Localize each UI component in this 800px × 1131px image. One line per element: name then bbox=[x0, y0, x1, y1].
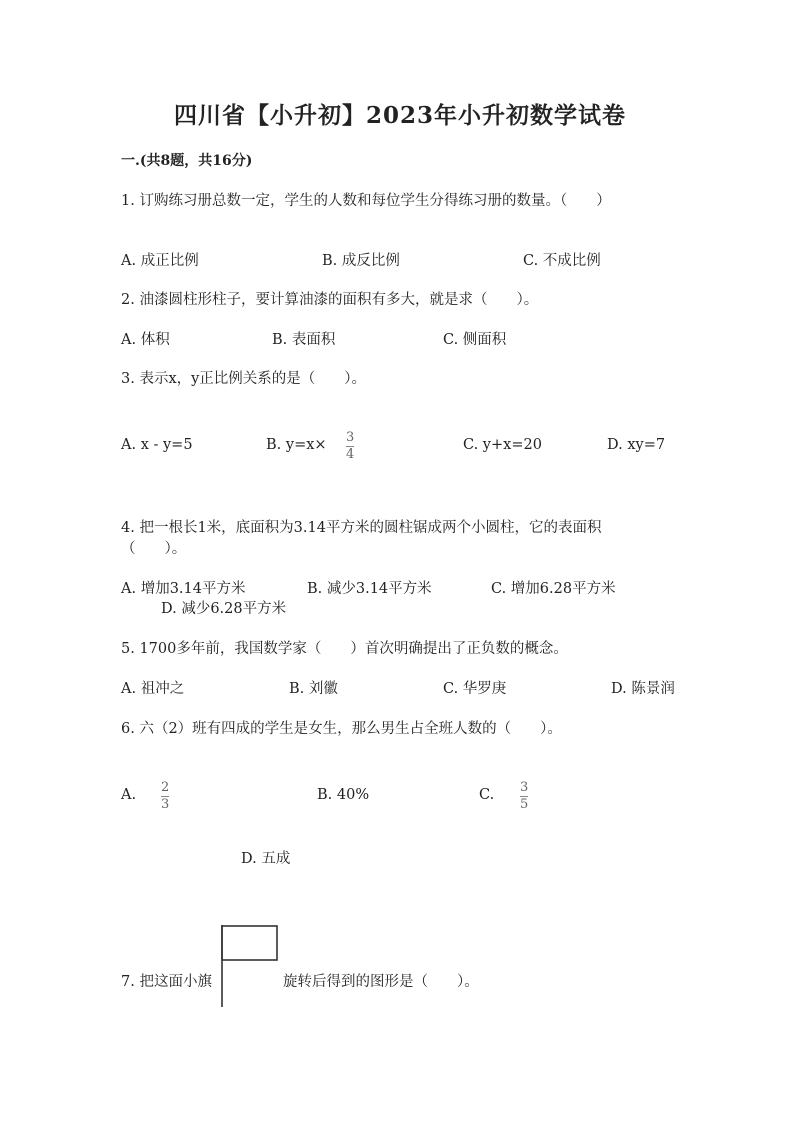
flag-figure bbox=[220, 925, 280, 1007]
question-5-option-a[interactable]: A. 祖冲之 bbox=[121, 681, 185, 697]
question-1-option-b[interactable]: B. 成反比例 bbox=[322, 253, 400, 269]
fraction-numerator: 3 bbox=[520, 780, 529, 795]
question-2-option-b[interactable]: B. 表面积 bbox=[272, 332, 336, 348]
question-2-option-a[interactable]: A. 体积 bbox=[121, 332, 170, 348]
question-4-option-a[interactable]: A. 增加3.14平方米 bbox=[121, 581, 246, 597]
question-7-stem-before: 7. 把这面小旗 bbox=[121, 974, 212, 990]
question-3-option-b-fraction bbox=[346, 431, 354, 462]
question-6-stem: 6. 六（2）班有四成的学生是女生，那么男生占全班人数的（ ）。 bbox=[121, 721, 562, 737]
question-5-option-b[interactable]: B. 刘徽 bbox=[289, 681, 338, 697]
question-6-option-c[interactable]: C. bbox=[479, 787, 495, 803]
question-7-stem-after: 旋转后得到的图形是（ ）。 bbox=[283, 974, 479, 990]
question-6-option-c-fraction bbox=[520, 781, 528, 812]
question-6-option-d[interactable]: D. 五成 bbox=[241, 851, 291, 867]
question-4-stem: 4. 把一根长1米，底面积为3.14平方米的圆柱锯成两个小圆柱，它的表面积 bbox=[121, 520, 602, 536]
question-3-stem: 3. 表示x，y正比例关系的是（ ）。 bbox=[121, 371, 367, 387]
question-5-option-c[interactable]: C. 华罗庚 bbox=[443, 681, 507, 697]
question-3-option-b[interactable]: B. y=x× bbox=[266, 437, 327, 453]
section-heading: 一.(共8题，共16分) bbox=[121, 153, 253, 169]
question-1-stem: 1. 订购练习册总数一定，学生的人数和每位学生分得练习册的数量。（ ） bbox=[121, 193, 611, 209]
page-title: 四川省【小升初】2023年小升初数学试卷 bbox=[173, 102, 626, 129]
question-3-option-c[interactable]: C. y+x=20 bbox=[463, 437, 542, 453]
question-4-option-c[interactable]: C. 增加6.28平方米 bbox=[491, 581, 616, 597]
question-5-option-d[interactable]: D. 陈景润 bbox=[611, 681, 675, 697]
fraction-numerator: 2 bbox=[161, 780, 170, 795]
fraction-denominator: 3 bbox=[161, 797, 170, 812]
question-4-stem-continued: （ ）。 bbox=[121, 541, 187, 557]
question-4-option-b[interactable]: B. 减少3.14平方米 bbox=[307, 581, 432, 597]
fraction-numerator: 3 bbox=[346, 430, 355, 445]
fraction-denominator: 5 bbox=[520, 797, 529, 812]
question-2-stem: 2. 油漆圆柱形柱子，要计算油漆的面积有多大，就是求（ ）。 bbox=[121, 292, 539, 308]
question-3-option-d[interactable]: D. xy=7 bbox=[607, 437, 666, 453]
question-1-option-a[interactable]: A. 成正比例 bbox=[121, 253, 199, 269]
question-6-option-a[interactable]: A. bbox=[121, 787, 137, 803]
question-6-option-b[interactable]: B. 40% bbox=[317, 787, 370, 803]
question-5-stem: 5. 1700多年前，我国数学家（ ）首次明确提出了正负数的概念。 bbox=[121, 641, 568, 657]
question-6-option-a-fraction bbox=[161, 781, 169, 812]
question-3-option-a[interactable]: A. x - y=5 bbox=[121, 437, 193, 453]
question-4-option-d[interactable]: D. 减少6.28平方米 bbox=[161, 601, 287, 617]
question-2-option-c[interactable]: C. 侧面积 bbox=[443, 332, 507, 348]
fraction-denominator: 4 bbox=[346, 447, 355, 462]
question-1-option-c[interactable]: C. 不成比例 bbox=[523, 253, 601, 269]
